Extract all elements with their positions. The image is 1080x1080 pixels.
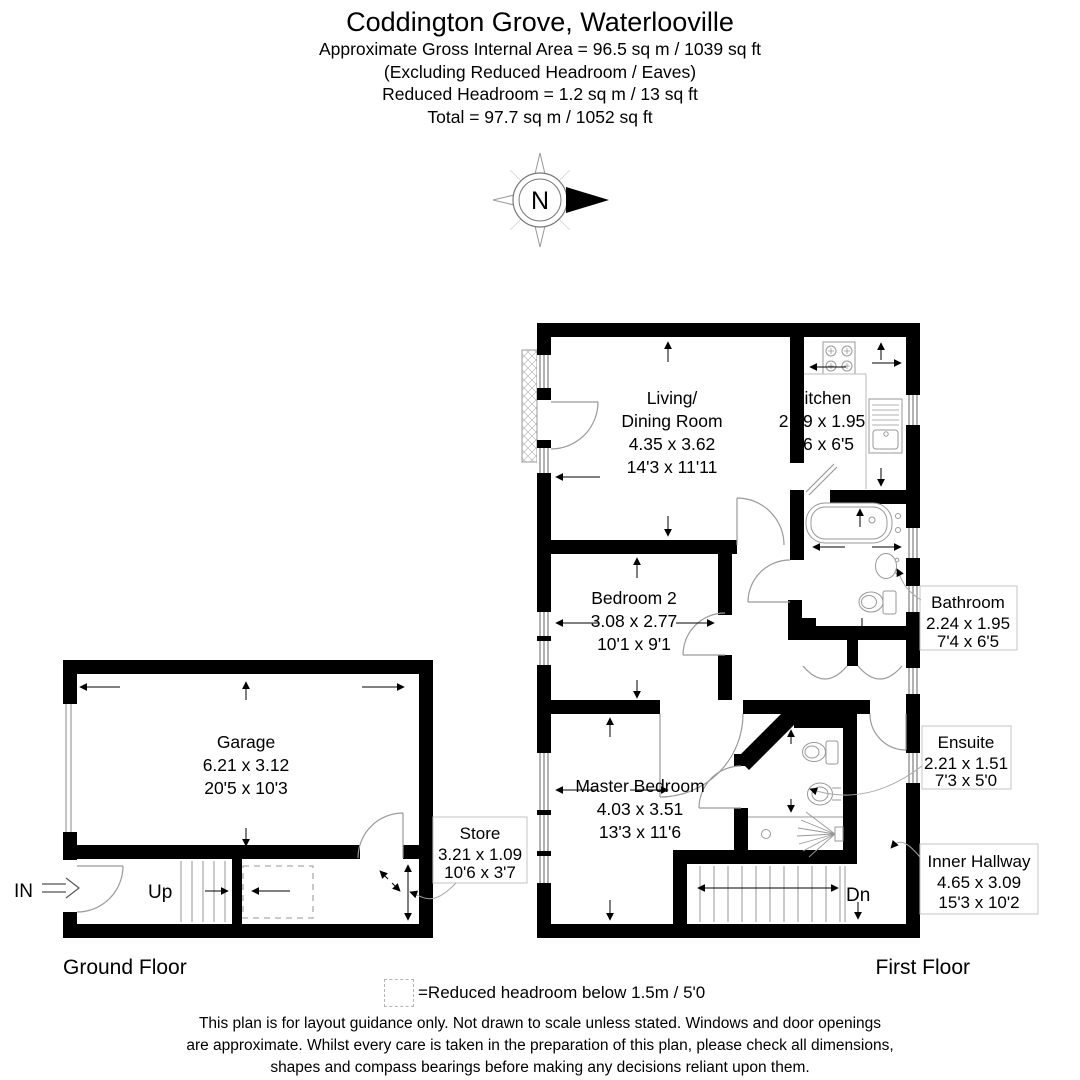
garage-imperial: 20'5 x 10'3: [204, 778, 288, 798]
first-floor-stairs: [700, 866, 845, 922]
ground-floor-walls: [63, 660, 433, 938]
living-room-metric: 4.35 x 3.62: [628, 434, 716, 454]
balcony-hatch: [522, 350, 537, 462]
disclaimer: [0, 1013, 1080, 1079]
ground-floor-plan: [14, 660, 527, 938]
master-bedroom-metric: 4.03 x 3.51: [596, 799, 684, 819]
bedroom2-metric: 3.08 x 2.77: [590, 611, 678, 631]
bathroom-sink-icon: [876, 554, 899, 579]
store-metric: 3.21 x 1.09: [437, 845, 523, 864]
stairs-down-label: Dn: [846, 885, 871, 906]
inner-hallway-imperial: 15'3 x 10'2: [938, 893, 1020, 912]
ensuite-label: Ensuite: [937, 733, 995, 752]
reduced-headroom-legend: [384, 979, 705, 1007]
reduced-headroom-area: [243, 866, 313, 918]
reduced-headroom-swatch: [384, 979, 414, 1007]
kitchen-imperial: 9'6 x 6'5: [789, 434, 855, 454]
area-line-3: Reduced Headroom = 1.2 sq m / 13 sq ft: [382, 84, 698, 104]
bathroom-metric: 2.24 x 1.95: [925, 614, 1011, 633]
disclaimer-line-3: shapes and compass bearings before making any decisions reliant upon them.: [270, 1059, 810, 1076]
living-room-label: Living/: [646, 388, 698, 408]
ensuite-metric: 2.21 x 1.51: [923, 754, 1009, 773]
living-room-imperial: 14'3 x 11'11: [626, 457, 718, 477]
store-imperial: 10'6 x 3'7: [444, 863, 516, 882]
compass-rose: [493, 153, 609, 247]
inner-hallway-metric: 4.65 x 3.09: [936, 873, 1022, 892]
bathroom-toilet-icon: [859, 591, 896, 614]
page-title: Coddington Grove, Waterlooville: [346, 7, 734, 37]
ensuite-sink-icon: [808, 783, 842, 805]
first-floor-title: First Floor: [875, 956, 970, 979]
area-line-2: (Excluding Reduced Headroom / Eaves): [383, 61, 697, 82]
garage-door: [63, 700, 77, 836]
kitchen-metric: 2.89 x 1.95: [778, 411, 866, 431]
inner-hallway-label: Inner Hallway: [927, 852, 1031, 871]
bedroom2-imperial: 10'1 x 9'1: [597, 634, 671, 654]
ground-floor-title: Ground Floor: [63, 956, 187, 979]
kitchen-label: Kitchen: [792, 388, 852, 408]
hob-icon: [823, 342, 855, 374]
master-bedroom-imperial: 13'3 x 11'6: [598, 822, 682, 842]
area-line-1: Approximate Gross Internal Area = 96.5 sq m / 1039 sq ft: [318, 39, 762, 59]
master-bedroom-label: Master Bedroom: [575, 776, 705, 796]
garage-metric: 6.21 x 3.12: [202, 755, 290, 775]
kitchen-sink-icon: [869, 399, 902, 453]
bathroom-label: Bathroom: [931, 593, 1005, 612]
first-floor-plan: [522, 323, 1038, 938]
reduced-headroom-legend-text: =Reduced headroom below 1.5m / 5'0: [418, 983, 706, 1002]
disclaimer-line-1: This plan is for layout guidance only. Not drawn to scale unless stated. Windows and door openings: [198, 1015, 882, 1032]
compass-north-label: N: [530, 187, 550, 215]
ground-floor-dimension-arrows: [80, 682, 408, 920]
bathtub-icon: [806, 503, 901, 543]
garage-label: Garage: [216, 732, 276, 752]
disclaimer-line-2: are approximate. Whilst every care is taken in the preparation of this plan, please check all dimensions,: [186, 1037, 894, 1054]
ensuite-toilet-icon: [803, 741, 839, 764]
area-line-4: Total = 97.7 sq m / 1052 sq ft: [427, 106, 653, 127]
bathroom-imperial: 7'4 x 6'5: [936, 632, 1000, 651]
entrance-arrow-icon: [42, 878, 79, 898]
bedroom2-label: Bedroom 2: [591, 588, 677, 608]
north-arrow-icon: [566, 187, 609, 213]
store-label: Store: [459, 824, 501, 843]
stairs-up-label: Up: [148, 882, 173, 903]
entrance-label: IN: [14, 881, 33, 902]
ensuite-imperial: 7'3 x 5'0: [934, 771, 998, 790]
living-room-label-2: Dining Room: [621, 411, 723, 431]
